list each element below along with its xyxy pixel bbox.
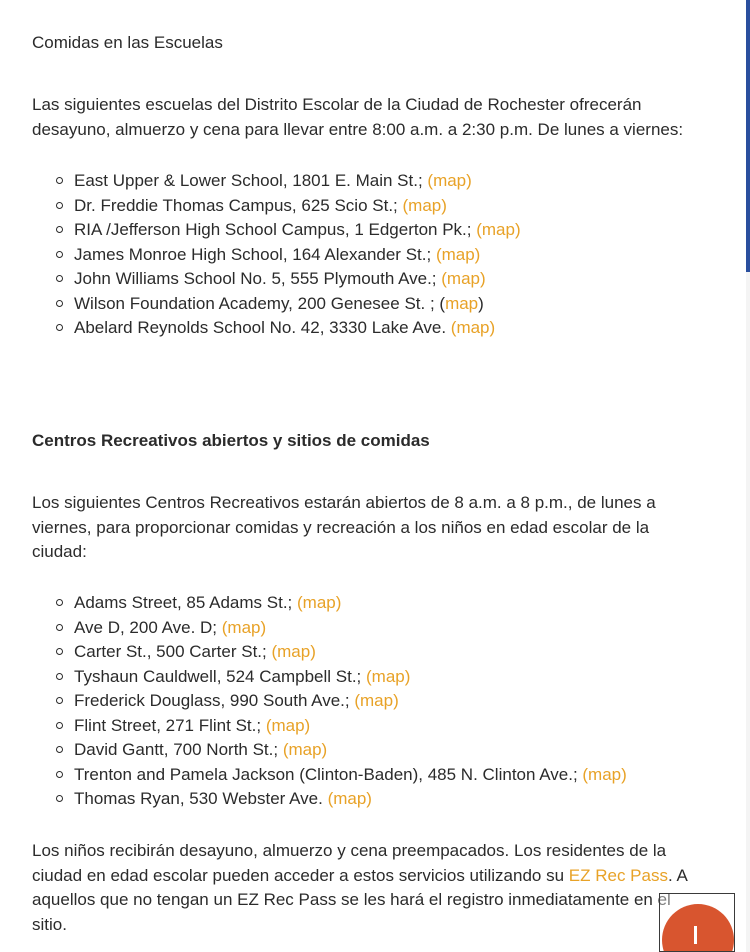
map-link[interactable]: (map) [366,666,411,686]
list-item: East Upper & Lower School, 1801 E. Main St.; (map) [32,169,521,194]
rec-intro-line-2: viernes, para proporcionar comidas y recreación a los niños en edad escolar de la [32,517,650,537]
bullet-icon [56,722,63,729]
list-item: Dr. Freddie Thomas Campus, 625 Scio St.; (map) [32,194,521,219]
list-item: Adams Street, 85 Adams St.; (map) [32,591,627,616]
footer-line-1: Los niños recibirán desayuno, almuerzo y cena preempacados. Los residentes de la [32,841,667,860]
map-link[interactable]: (map) [282,740,328,759]
list-item: Tyshaun Cauldwell, 524 Campbell St.; (map) [32,665,627,690]
rec-centers-list [32,591,627,812]
list-item: James Monroe High School, 164 Alexander St.; (map) [32,243,521,268]
list-item: Ave D, 200 Ave. D; (map) [32,616,627,641]
list-item: Carter St., 500 Carter St.; (map) [32,640,627,665]
scrollbar-thumb[interactable] [746,0,750,272]
list-item: David Gantt, 700 North St.; (map) [32,738,627,763]
bullet-icon [56,697,63,704]
schools-intro-line-1: Las siguientes escuelas del Distrito Escolar de la Ciudad de Rochester ofrecerán [32,95,642,114]
list-item: Wilson Foundation Academy, 200 Genesee St. ; (map) [32,292,521,317]
map-link[interactable]: (map) [297,593,342,612]
rec-intro-line-1: Los siguientes Centros Recreativos estarán abiertos de 8 a.m. a 8 p.m., de lunes a [32,493,656,512]
map-link[interactable]: (map) [582,764,627,784]
list-item: John Williams School No. 5, 555 Plymouth Ave.; (map) [32,267,521,292]
map-link[interactable]: map [445,293,479,313]
map-link[interactable]: (map) [221,617,267,637]
bullet-icon [56,251,63,258]
bullet-icon [56,624,63,631]
map-link[interactable]: (map) [354,691,399,710]
bullet-icon [56,599,63,606]
map-link[interactable]: (map) [271,642,316,661]
bullet-icon [56,648,63,655]
map-link[interactable]: (map) [327,789,372,808]
feedback-button-frame[interactable] [659,893,735,952]
footer-line-4: sitio. [32,914,67,934]
bullet-icon [56,226,63,233]
bullet-icon [56,300,63,307]
list-item: Abelard Reynolds School No. 42, 3330 Lake Ave. (map) [32,316,521,341]
list-item: Trenton and Pamela Jackson (Clinton-Baden), 485 N. Clinton Ave.; (map) [32,763,627,788]
feedback-icon [694,926,697,944]
rec-intro-line-3: ciudad: [32,542,87,561]
schools-heading: Comidas en las Escuelas [32,33,223,52]
list-item: Flint Street, 271 Flint St.; (map) [32,714,627,739]
map-link[interactable]: (map) [476,220,521,239]
feedback-button[interactable] [662,904,734,952]
bullet-icon [56,202,63,209]
bullet-icon [56,795,63,802]
bullet-icon [56,746,63,753]
footer-line-3: aquellos que no tengan un EZ Rec Pass se les hará el registro inmediatamente en el [32,890,671,909]
map-link[interactable]: (map) [402,195,447,215]
list-item: Thomas Ryan, 530 Webster Ave. (map) [32,787,627,812]
bullet-icon [56,324,63,331]
footer-line-2: ciudad en edad escolar pueden acceder a estos servicios utilizando su EZ Rec Pass. A [32,865,688,885]
map-link[interactable]: (map) [435,244,481,264]
ez-rec-pass-link[interactable]: EZ Rec Pass [568,865,668,885]
schools-list [32,169,521,341]
map-link[interactable]: (map) [441,269,486,288]
bullet-icon [56,275,63,282]
map-link[interactable]: (map) [265,715,311,735]
map-link[interactable]: (map) [427,171,472,190]
list-item: RIA /Jefferson High School Campus, 1 Edgerton Pk.; (map) [32,218,521,243]
map-link[interactable]: (map) [450,318,496,337]
bullet-icon [56,673,63,680]
bullet-icon [56,771,63,778]
rec-centers-heading: Centros Recreativos abiertos y sitios de comidas [32,431,430,450]
bullet-icon [56,177,63,184]
schools-intro-line-2: desayuno, almuerzo y cena para llevar entre 8:00 a.m. a 2:30 p.m. De lunes a viernes: [32,119,684,139]
list-item: Frederick Douglass, 990 South Ave.; (map) [32,689,627,714]
